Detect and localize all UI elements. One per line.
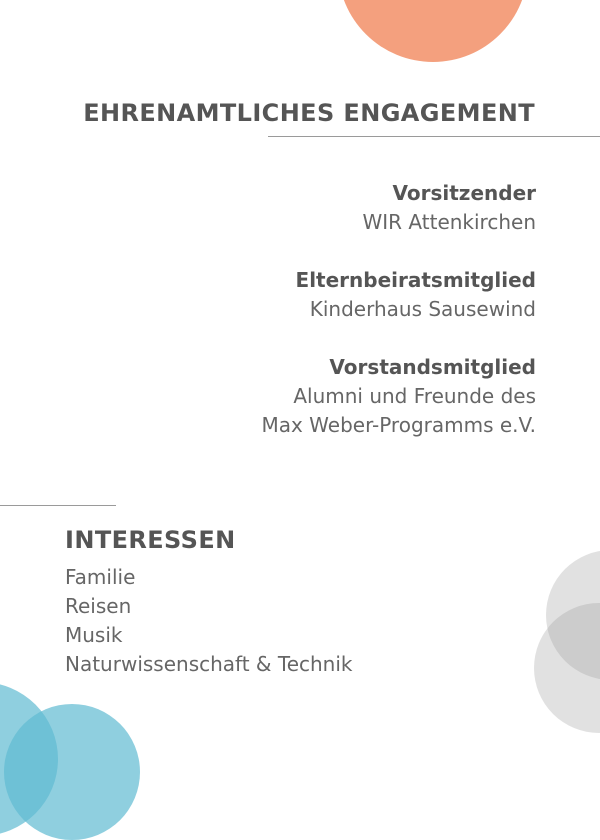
volunteer-organization: WIR Attenkirchen [362, 210, 536, 234]
volunteer-organization: Alumni und Freunde des Max Weber-Programms e.V. [261, 384, 536, 437]
interest-item: Musik [65, 623, 123, 647]
volunteer-role: Elternbeiratsmitglied [295, 268, 536, 292]
decorative-orange-circle [338, 0, 528, 62]
volunteer-entry [116, 179, 536, 237]
volunteer-title-divider [268, 136, 600, 137]
volunteer-list [116, 179, 536, 469]
volunteer-role: Vorstandsmitglied [329, 355, 536, 379]
volunteer-role: Vorsitzender [392, 181, 536, 205]
interest-item: Naturwissenschaft & Technik [65, 652, 353, 676]
interest-item: Reisen [65, 594, 132, 618]
volunteer-entry [116, 353, 536, 440]
volunteer-entry [116, 266, 536, 324]
interests-section-title: INTERESSEN [65, 526, 236, 554]
decorative-gray-circle-lower [534, 603, 600, 733]
decorative-blue-circle-right [4, 704, 140, 840]
volunteer-section-title: EHRENAMTLICHES ENGAGEMENT [83, 99, 535, 127]
interests-list [65, 563, 353, 679]
interest-item: Familie [65, 565, 136, 589]
section-divider [0, 505, 116, 506]
volunteer-organization: Kinderhaus Sausewind [309, 297, 536, 321]
